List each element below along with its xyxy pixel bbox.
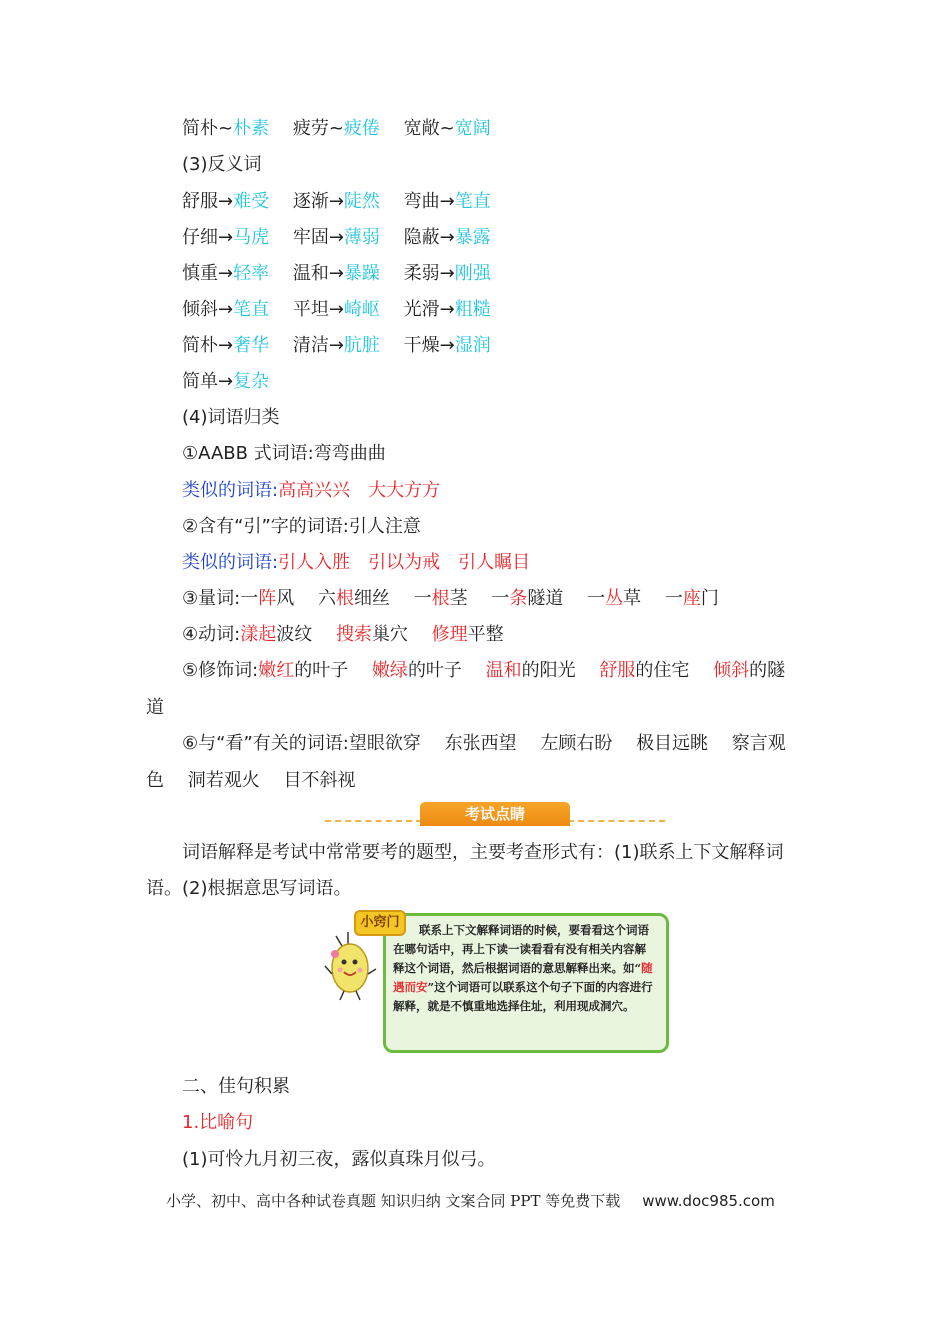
synonym-row: 简朴~朴素 疲劳~疲倦 宽敞~宽阔 bbox=[182, 118, 491, 139]
modifier-wrap: 道 bbox=[146, 697, 164, 718]
category-heading: (4)词语归类 bbox=[182, 407, 280, 428]
antonym-row: 简朴→奢华 清洁→肮脏 干燥→湿润 bbox=[182, 335, 491, 356]
antonym-heading: (3)反义词 bbox=[182, 154, 262, 175]
tip-text: 联系上下文解释词语的时候，要看看这个词语在哪句话中，再上下读一读看看有没有相关内容解释这个词语，然后根据词语的意思解释出来。如“随遇而安”这个词语可以联系这个句子下面的内容进行解释，就是不慎重地选择住址，利用现成洞穴。 bbox=[393, 923, 653, 1013]
tip-label: 小窍门 bbox=[354, 910, 406, 936]
mascot-icon bbox=[322, 924, 382, 1004]
verb-row: ④动词:漾起波纹 搜索巢穴 修理平整 bbox=[182, 624, 504, 645]
section-heading: 二、佳句积累 bbox=[182, 1076, 290, 1097]
modifier-row: ⑤修饰词:嫩红的叶子 嫩绿的叶子 温和的阳光 舒服的住宅 倾斜的隧 bbox=[182, 660, 786, 681]
look-wrap: 色 洞若观火 目不斜视 bbox=[146, 770, 356, 791]
antonym-row: 舒服→难受 逐渐→陡然 弯曲→笔直 bbox=[182, 191, 491, 212]
yin-row: ②含有“引”字的词语:引人注意 bbox=[182, 516, 421, 537]
antonym-row: 简单→复杂 bbox=[182, 371, 270, 392]
measure-row: ③量词:一阵风 六根细丝 一根茎 一条隧道 一丛草 一座门 bbox=[182, 588, 719, 609]
aabb-row: ①AABB 式词语:弯弯曲曲 bbox=[182, 443, 386, 464]
exam-paragraph-line: 词语解释是考试中常常要考的题型，主要考查形式有：(1)联系上下文解释词 bbox=[182, 842, 784, 863]
similar-row: 类似的词语:引人入胜 引以为戒 引人瞩目 bbox=[182, 552, 531, 573]
exam-tab: 考试点睛 bbox=[420, 802, 570, 826]
footer-url[interactable]: www.doc985.com bbox=[642, 1192, 775, 1210]
look-row: ⑥与“看”有关的词语:望眼欲穿 东张西望 左顾右盼 极目远眺 察言观 bbox=[182, 733, 786, 754]
footer: 小学、初中、高中各种试卷真题 知识归纳 文案合同 PPT 等免费下载 www.doc985.com bbox=[166, 1192, 775, 1210]
antonym-row: 慎重→轻率 温和→暴躁 柔弱→刚强 bbox=[182, 263, 491, 284]
similar-row: 类似的词语:高高兴兴 大大方方 bbox=[182, 480, 441, 501]
simile-heading: 1.比喻句 bbox=[182, 1112, 254, 1133]
antonym-row: 仔细→马虎 牢固→薄弱 隐蔽→暴露 bbox=[182, 227, 491, 248]
exam-paragraph-line: 语。(2)根据意思写词语。 bbox=[146, 878, 352, 899]
simile-sentence: (1)可怜九月初三夜，露似真珠月似弓。 bbox=[182, 1149, 496, 1170]
antonym-row: 倾斜→笔直 平坦→崎岖 光滑→粗糙 bbox=[182, 299, 491, 320]
